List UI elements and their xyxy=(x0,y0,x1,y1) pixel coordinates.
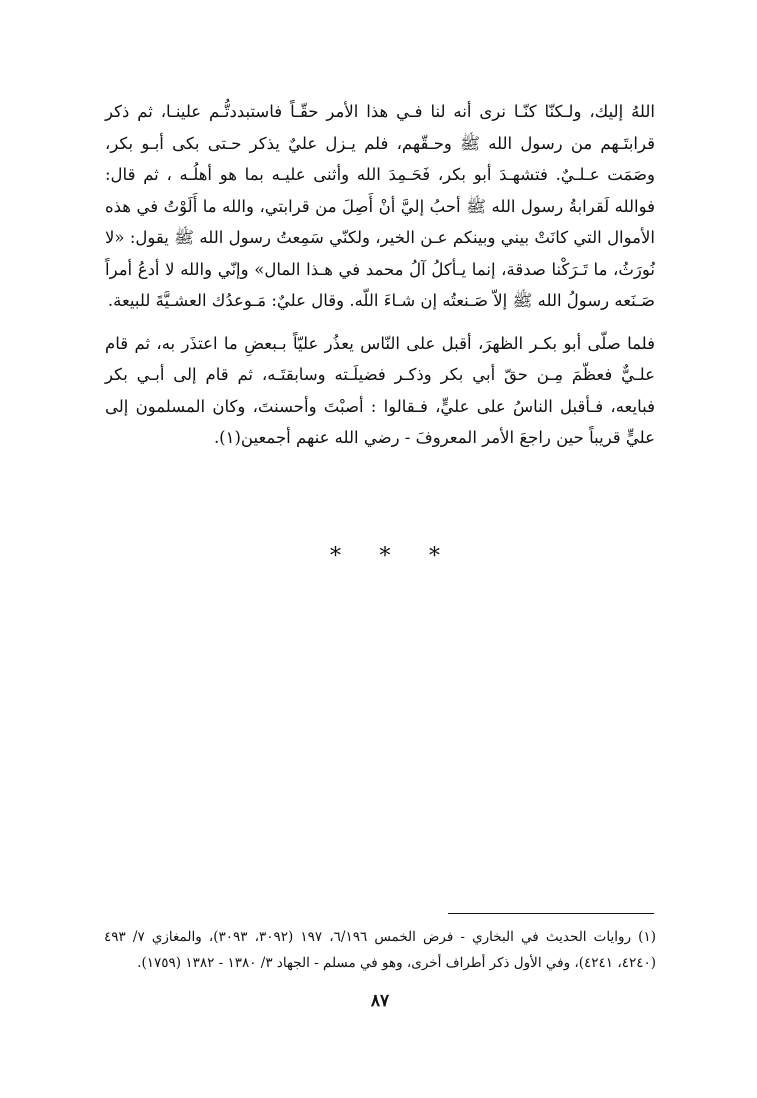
paragraph-2: فلما صلّى أبو بكـر الظهرَ، أقبل على النّاس يعذُر عليّاً بـبعضِ ما اعتذَر به، ثم قام علـيٌّ فعظّمَ مِـن حقّ أبي بكر وذكـر فضيلَـته وسابقتَـه، ثم قام إلى أبـي بكر فبايعه، فـأقبل الناسُ على عليٍّ، فـقالوا : أصبْتَ وأحسنتَ، وكان المسلمون إلى عليٍّ قريباً حين راجعَ الأمر المعروفَ - رضي الله عنهم أجمعين(١). xyxy=(105,333,655,447)
asterisk-icon: * xyxy=(330,544,341,569)
section-separator xyxy=(330,546,440,568)
footnote: (١) روايات الحديث في البخاري - فرض الخمس ٦/١٩٦، ١٩٧ (٣٠٩٢، ٣٠٩٣)، والمغازي ٧/ ٤٩٣ (٤٢٤٠، ٤٢٤١)، وفي الأول ذكر أطراف أخرى، وهو في مسلم - الجهاد ٣/ ١٣٨٠ - ١٣٨٢ (١٧٥٩). xyxy=(104,929,656,971)
footnote-divider xyxy=(448,913,654,914)
asterisk-icon: * xyxy=(379,544,391,569)
page-number: ٨٧ xyxy=(370,991,390,1011)
asterisk-icon: * xyxy=(429,544,440,569)
paragraph-1: اللهُ إليك، ولـكنّا كنّـا نرى أنه لنا فـي هذا الأمر حقّـاً فاستبددتُّـم علينـا، ثم ذكر قرابتَـهم من رسول الله ﷺ وحـقّهم، فلم يـزل عليٌ يذكر حـتى بكى أبـو بكر، وصَمَت عـلـيٌ. فتشهـدَ أبو بكر، فَحَـمِدَ الله وأثنى عليـه بما هو أهلُـه ، ثم قال: فوالله لَقرابةُ رسول الله ﷺ أحبُ إليَّ أنْ أَصِلَ من قرابتي، والله ما أَلَوْتُ في هذه الأموال التي كانَتْ بيني وبينكم عـن الخير، ولكنّي سَمِعتُ رسول الله ﷺ يقول: «لا نُورَثُ، ما تَـرَكْنا صدقة، إنما يـأكلُ آلُ محمد في هـذا المال» وإنّي والله لا أدعُ أمراً صَـنَعه رسولُ الله ﷺ إلاّ صَـنعتُه إن شـاءَ اللّه. وقال عليٌ: مَـوعدُك العشـيَّةَ للبيعة. xyxy=(105,102,655,310)
main-text xyxy=(105,96,655,454)
